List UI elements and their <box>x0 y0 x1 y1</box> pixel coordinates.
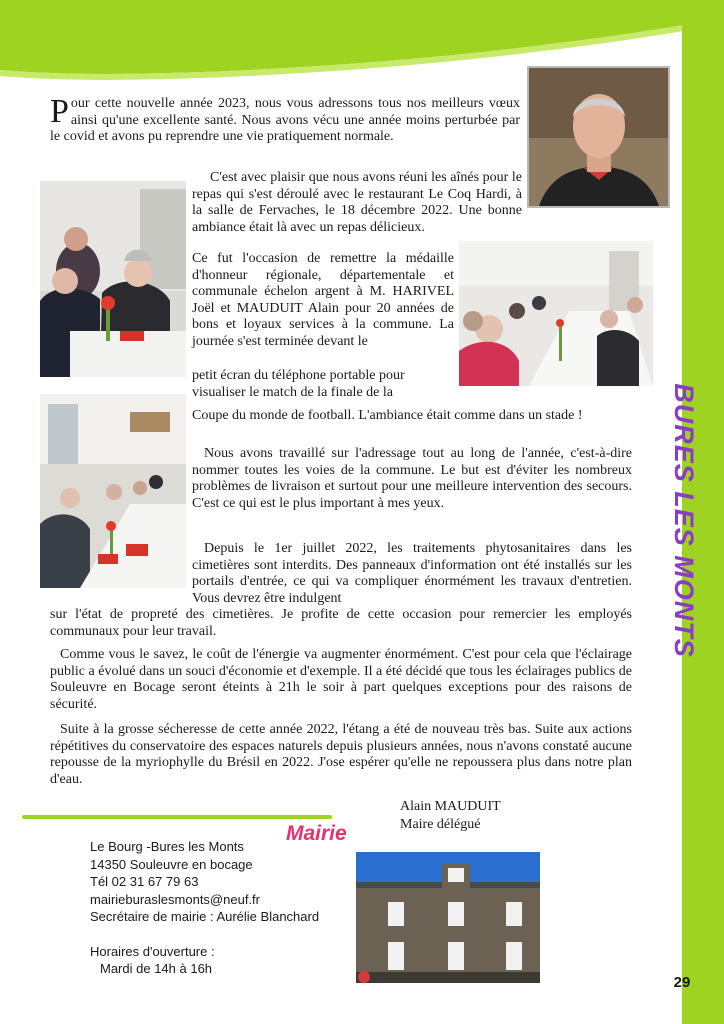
cemetery-paragraph-cont <box>50 607 632 640</box>
pond-text: Suite à la grosse sécheresse de cette année 2022, l'étang a été de nouveau très bas. Suite aux actions répétitives du conservatoire des espaces naturels depuis plusieurs années, nous n'avons constaté aucune repousse de la myriophylle du Brésil en 2022. J'ose espérer qu'elle ne repoussera plus dans notre plan d'eau. <box>50 722 632 787</box>
medal-paragraph-end <box>192 408 632 425</box>
pond-paragraph <box>50 722 632 788</box>
separator-line <box>22 815 332 819</box>
town-hall-photo <box>356 852 540 983</box>
opening-hours-label: Horaires d'ouverture : <box>90 943 215 959</box>
energy-paragraph <box>50 647 632 713</box>
dinner-photo-3 <box>40 394 186 588</box>
signature-role: Maire délégué <box>400 817 481 832</box>
portrait-photo <box>527 66 670 208</box>
intro-paragraph <box>50 93 520 146</box>
addressing-text: Nous avons travaillé sur l'adressage tout au long de l'année, c'est-à-dire nommer toutes les voies de la commune. Le but est d'éviter les nombreux problèmes de livraison et surtout pour une meilleure intervention des secours. C'est ce qui est le plus important à mes yeux. <box>192 446 632 511</box>
medal-paragraph <box>192 251 454 350</box>
cemetery-paragraph <box>192 541 632 607</box>
drop-cap: P <box>50 93 69 130</box>
medal-text: Ce fut l'occasion de remettre la médaille d'honneur régionale, départementale et communale échelon argent à M. HARIVEL Joël et MAUDUIT Alain pour 20 années de bons et loyaux services à la commune. La journée s'est terminée devant le <box>192 251 454 349</box>
secretary: Secrétaire de mairie : Aurélie Blanchard <box>90 909 320 924</box>
mairie-contact <box>90 838 319 978</box>
opening-hours-value: Mardi de 14h à 16h <box>100 961 213 976</box>
address-line-1: Le Bourg -Bures les Monts <box>90 839 244 854</box>
mairie-title: Mairie <box>286 822 347 845</box>
cemetery-text: Depuis le 1er juillet 2022, les traitements phytosanitaires dans les cimetières sont interdits. Des panneaux d'information ont été installés sur les portails d'entrée, ce qui va compliquer énormément les travaux d'entretien. Vous devrez être indulgent <box>192 541 632 606</box>
cemetery-text-cont: sur l'état de propreté des cimetières. Je profite de cette occasion pour remercier les employés communaux pour leur travail. <box>50 607 632 639</box>
dinner-photo-1 <box>40 181 186 377</box>
addressing-paragraph <box>192 446 632 512</box>
dinner-photo-2 <box>459 241 653 386</box>
seniors-meal-paragraph <box>192 170 522 236</box>
energy-text: Comme vous le savez, le coût de l'énergie va augmenter énormément. C'est pour cela que l'éclairage public a évolué dans un souci d'économie et d'exemple. Il a été décidé que tous les éclairages publics de Souleuvre en Bocage seront éteints à 21h le soir à part quelques exceptions pour des raisons de sécurité. <box>50 647 632 712</box>
signature <box>400 798 501 834</box>
intro-text: our cette nouvelle année 2023, nous vous adressons tous nos meilleurs vœux ainsi qu'une excellente santé. Nous avons vécu une année moins perturbée par le covid et avons pu reprendre une vie pratiquement normale. <box>50 96 520 144</box>
side-title-text: BURES LES MONTS <box>668 382 699 658</box>
seniors-meal-text: C'est avec plaisir que nous avons réuni les aînés pour le repas qui s'est déroulé avec le restaurant Le Coq Hardi, à la salle de Fervaches, le 18 décembre 2022. Une bonne ambiance était là avec un repas délicieux. <box>192 170 522 235</box>
email: mairieburaslesmonts@neuf.fr <box>90 891 260 907</box>
medal-text-cont: petit écran du téléphone portable pour visualiser le match de la finale de la <box>192 368 405 400</box>
side-title <box>666 360 700 680</box>
page-number: 29 <box>673 974 691 991</box>
address-line-2: 14350 Souleuvre en bocage <box>90 856 253 872</box>
medal-text-end: Coupe du monde de football. L'ambiance était comme dans un stade ! <box>192 408 583 423</box>
signature-name: Alain MAUDUIT <box>400 799 501 814</box>
phone: Tél 02 31 67 79 63 <box>90 874 199 889</box>
medal-paragraph-cont <box>192 368 454 401</box>
